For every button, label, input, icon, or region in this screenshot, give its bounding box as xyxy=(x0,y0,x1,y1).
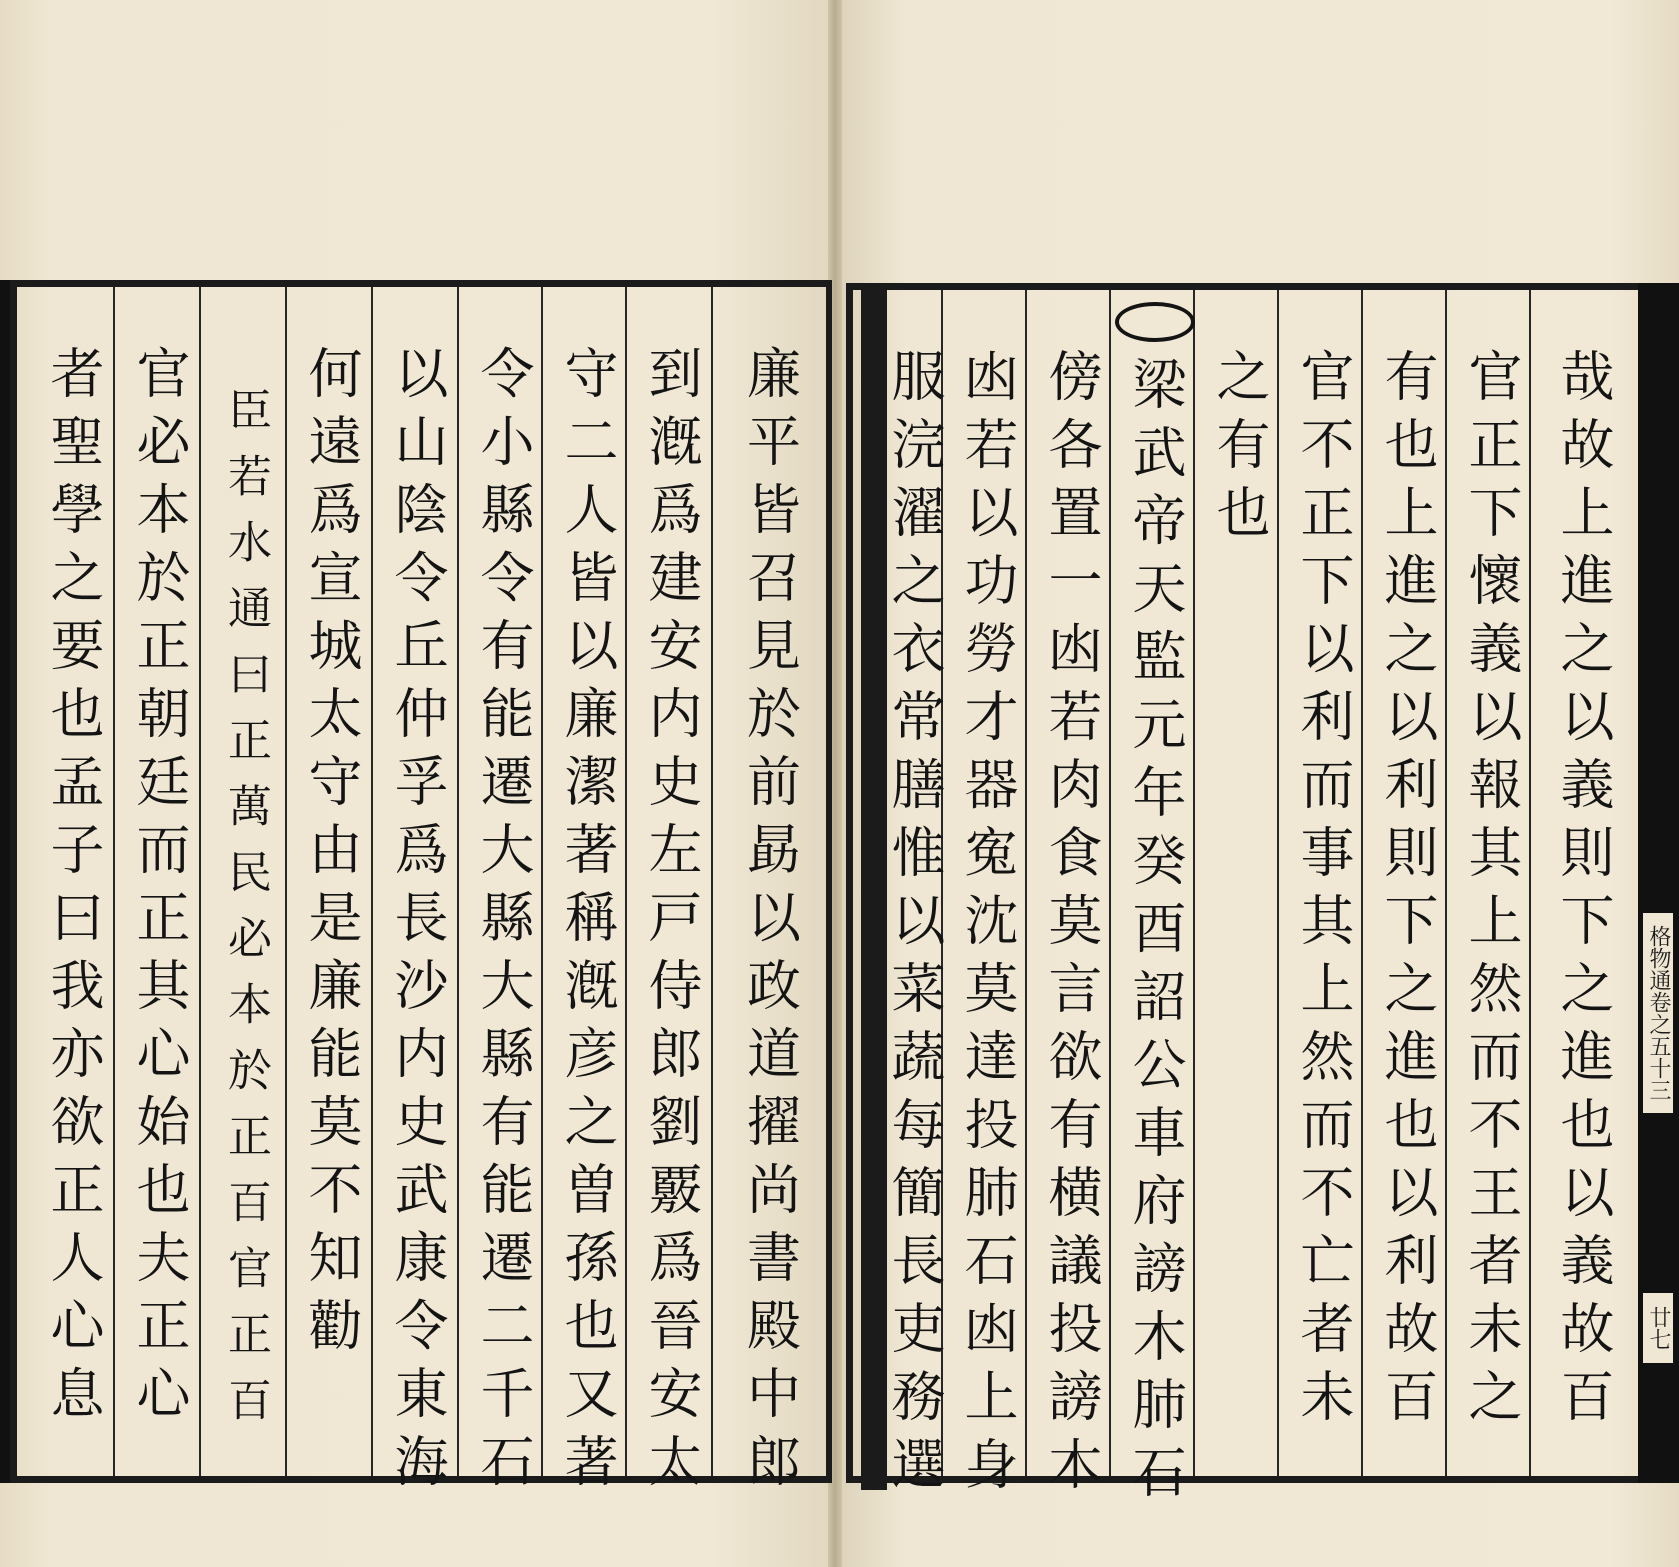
column-text: 傍各置一凼若肉食莫言欲有横議投謗木 xyxy=(1040,348,1103,1504)
right-col-7 xyxy=(1029,290,1113,1504)
column-text: 凼若以功勞才器寃沈莫達投肺石凼上身 xyxy=(956,348,1019,1504)
column-text: 以山陰令丘仲孚爲長沙内史武康令東海 xyxy=(386,345,449,1501)
right-col-5 xyxy=(1197,290,1281,1476)
right-col-8 xyxy=(945,290,1029,1504)
column-text: 守二人皆以廉潔著稱漑彦之曽孫也又著 xyxy=(556,345,619,1501)
right-margin-tab xyxy=(1638,283,1679,1483)
column-text: 官必本於正朝廷而正其心始也夫正心 xyxy=(128,345,191,1433)
left-col-7 xyxy=(203,287,287,1476)
left-col-6 xyxy=(289,287,373,1476)
column-text: 者聖學之要也孟子曰我亦欲正人心息 xyxy=(42,345,105,1433)
right-col-1 xyxy=(1533,290,1633,1476)
left-col-1 xyxy=(717,287,822,1501)
left-page-edge xyxy=(0,280,10,1483)
right-col-2 xyxy=(1449,290,1533,1476)
right-col-3 xyxy=(1365,290,1449,1476)
column-text: 何遠爲宣城太守由是廉能莫不知勸 xyxy=(300,345,363,1365)
column-text: 服浣濯之衣常膳惟以菜蔬每簡長吏務選 xyxy=(883,348,946,1504)
column-text: 官正下懷義以報其上然而不王者未之 xyxy=(1460,348,1523,1436)
left-col-8 xyxy=(117,287,201,1476)
column-text: 令小縣令有能遷大縣大縣有能遷二千石 xyxy=(472,345,535,1501)
left-col-2 xyxy=(629,287,713,1501)
right-col-6 xyxy=(1113,290,1197,1512)
column-text: 之有也 xyxy=(1208,348,1271,552)
column-text: 有也上進之以利則下之進也以利故百 xyxy=(1376,348,1439,1436)
column-text: 到漑爲建安内史左戸侍郎劉覈爲晉安太 xyxy=(640,345,703,1501)
left-col-5 xyxy=(375,287,459,1501)
column-text: 廉平皆召見於前勗以政道擢尚書殿中郎 xyxy=(738,345,802,1501)
column-text: 臣若水通曰正萬民必本於正百官正百 xyxy=(220,387,271,1443)
left-text-frame xyxy=(10,280,832,1501)
left-col-9 xyxy=(31,287,115,1476)
right-col-4 xyxy=(1281,290,1365,1476)
circle-marker xyxy=(1115,302,1195,342)
left-col-3 xyxy=(545,287,629,1501)
right-col-9 xyxy=(883,290,946,1504)
margin-title: 格物通卷之五十三 xyxy=(1643,913,1673,1113)
column-text: 梁武帝天監元年癸酉詔公車府謗木肺石 xyxy=(1124,356,1187,1512)
left-col-4 xyxy=(461,287,545,1501)
folio-number: 廿七 xyxy=(1643,1293,1673,1363)
column-text: 哉故上進之以義則下之進也以義故百 xyxy=(1552,348,1615,1436)
right-text-frame xyxy=(846,283,1679,1512)
column-text: 官不正下以利而事其上然而不亡者未 xyxy=(1292,348,1355,1436)
